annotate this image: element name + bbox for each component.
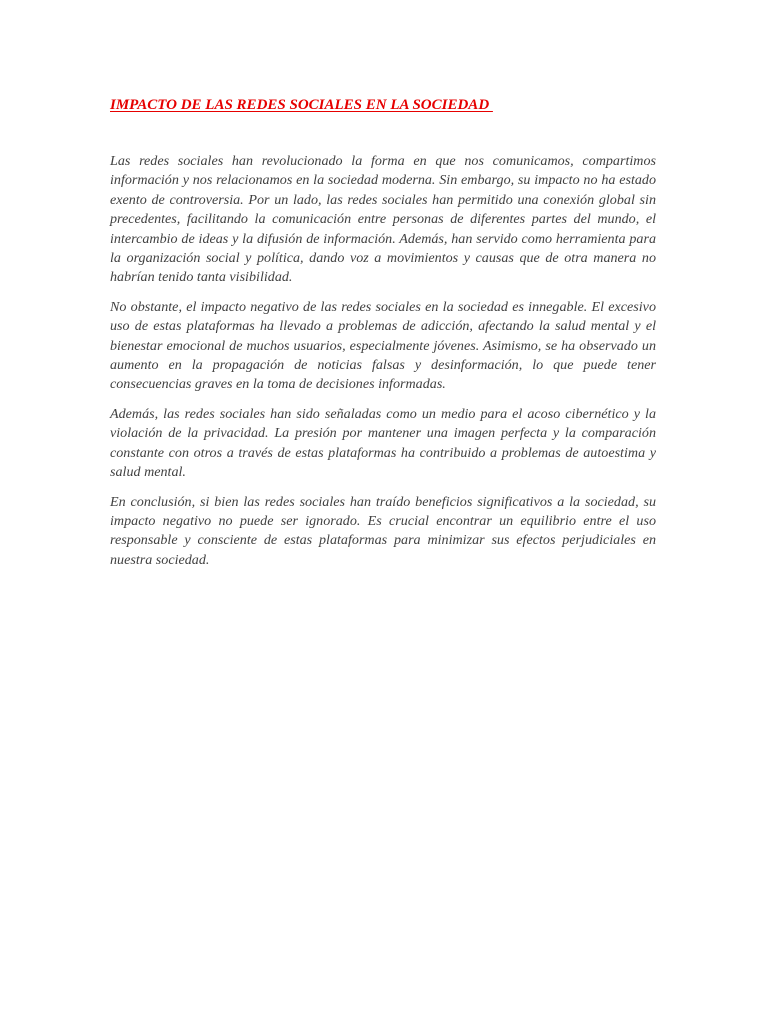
paragraph-4: En conclusión, si bien las redes sociales han traído beneficios significativos a la sociedad, su impacto negativo no puede ser ignorado. Es crucial encontrar un equilibrio entre el uso responsable y consciente de estas plataformas para minimizar sus efectos perjudiciales en nuestra sociedad. (110, 493, 656, 568)
document-title: IMPACTO DE LAS REDES SOCIALES EN LA SOCIEDAD (110, 97, 493, 113)
paragraph-3: Además, las redes sociales han sido señaladas como un medio para el acoso cibernético y la violación de la privacidad. La presión por mantener una imagen perfecta y la comparación constante con otros a través de estas plataformas ha contribuido a problemas de autoestima y salud mental. (110, 405, 656, 481)
paragraph-1: Las redes sociales han revolucionado la forma en que nos comunicamos, compartimos información y nos relacionamos en la sociedad moderna. Sin embargo, su impacto no ha estado exento de controversia. Por un lado, las redes sociales han permitido una conexión global sin precedentes, facilitando la comunicación entre personas de diferentes partes del mundo, el intercambio de ideas y la difusión de información. Además, han servido como herramienta para la organización social y política, dando voz a movimientos y causas que de otra manera no habrían tenido tanta visibilidad. (110, 153, 656, 286)
paragraph-2: No obstante, el impacto negativo de las redes sociales en la sociedad es innegable. El excesivo uso de estas plataformas ha llevado a problemas de adicción, afectando la salud mental y el bienestar emocional de muchos usuarios, especialmente jóvenes. Asimismo, se ha observado un aumento en la propagación de noticias falsas y desinformación, lo que puede tener consecuencias graves en la toma de decisiones informadas. (110, 298, 656, 393)
document-content (110, 96, 656, 580)
